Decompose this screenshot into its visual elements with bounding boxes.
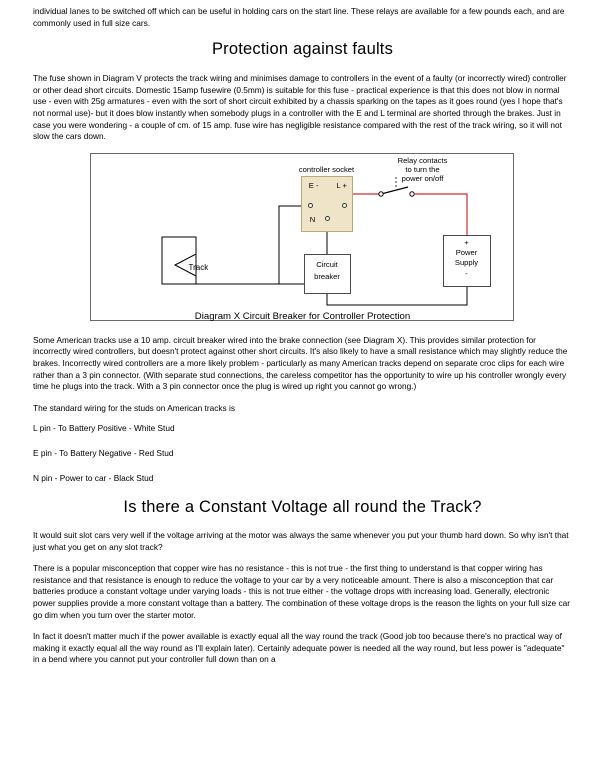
diagram-terminal-n-label: N	[309, 214, 316, 224]
diagram-terminal-n-dot	[325, 216, 330, 221]
diagram-circuit-breaker-line1: Circuit	[316, 259, 338, 269]
diagram-psu-line1: Power	[455, 247, 478, 257]
diagram-relay-label-line3: power on/off	[401, 173, 444, 183]
paragraph-fuse: The fuse shown in Diagram V protects the track wiring and minimises damage to controllers in the event of a faulty (or incorrectly wired) controller or other dead short circuits. Domestic 15amp fusewire (0.5mm) is suitable for this fuse - practical experience is that this does not blow in normal use - even with 25g armatures - even with the sort of short circuit exhibited by a chassis sparking on the tapes as it goes round (yes I hope that's not normal use)- but it does blow instantly when somebody plugs in a controller with the E and L terminal are shorted through the brakes. Just in case you were wondering - a couple of cm. of 15 amp. fuse wire has negligible resistance compared with the rest of the track wiring, so it will not slow the cars down.	[33, 73, 567, 142]
paragraph-standard-wiring: The standard wiring for the studs on American tracks is	[33, 402, 235, 413]
paragraph-intro: individual lanes to be switched off which can be useful in holding cars on the start line. These relays are available for a few pounds each, and are commonly used in full size cars.	[33, 6, 565, 28]
stud-wiring-l: L pin - To Battery Positive - White Stud	[33, 423, 175, 434]
diagram-psu-plus: +	[464, 237, 469, 247]
diagram-x-circuit-breaker	[63, 153, 543, 328]
diagram-socket-label: controller socket	[298, 164, 355, 174]
diagram-terminal-l-dot	[342, 203, 347, 208]
diagram-relay-label-line2: to turn the	[405, 164, 440, 174]
diagram-terminal-e-label: E -	[308, 180, 319, 190]
paragraph-misconception: There is a popular misconception that copper wire has no resistance - this is not true - the first thing to understand is that copper wiring has resistance and that resistance is enough to reduce the voltage to your car by a very noticeable amount. There is also a misconception that car batteries produce a constant voltage under varying loads - this is not true either - the voltage drops with increasing load. Generally, electronic power supplies provide a more constant voltage than a battery. The combination of these voltage drops is the reason the lights on your full size car go dim when you turn over the starter motor.	[33, 563, 570, 620]
stud-wiring-e: E pin - To Battery Negative - Red Stud	[33, 447, 174, 458]
paragraph-suit-slot-cars: It would suit slot cars very well if the voltage arriving at the motor was always the same whenever you put your thumb hard down. So why isn't that just what you get on any slot track?	[33, 530, 569, 552]
diagram-circuit-breaker-line2: breaker	[314, 271, 340, 281]
paragraph-american-tracks: Some American tracks use a 10 amp. circuit breaker wired into the brake connection (see Diagram X). This provides similar protection for incorrectly wired controllers, but doesn't protect against other short circuits. It's also likely to have a small resistance which may slightly reduce the brakes. Incorrectly wired controllers are a more likely problem - particularly as many American tracks depend on separate croc clips for each wire rather than a 3 pin connector. (With separate stud connections, the careless competitor has the opportunity to wire up his controller wrongly every time he plugs into the track. With a 3 pin connector once the plug is wired up right you cannot go wrong.)	[33, 334, 568, 392]
diagram-caption: Diagram X Circuit Breaker for Controller Protection	[194, 310, 411, 322]
diagram-psu-minus: -	[465, 268, 468, 278]
diagram-relay-label-line1: Relay contacts	[397, 155, 448, 165]
diagram-terminal-e-dot	[308, 203, 313, 208]
diagram-track-label: Track	[188, 262, 209, 272]
heading-constant-voltage: Is there a Constant Voltage all round the Track?	[123, 498, 482, 517]
paragraph-in-fact: In fact it doesn't matter much if the power available is exactly equal all the way round the track (Good job too because there's no practical way of making it exactly equal all the way round as I'll explain later). Certainly adequate power is needed all the way round, but less power is "adequate" in a bend where you cannot put your controller full down than on a	[33, 631, 565, 665]
diagram-psu-line2: Supply	[454, 257, 479, 267]
heading-protection-against-faults: Protection against faults	[211, 40, 394, 59]
diagram-terminal-l-label: L +	[336, 180, 347, 190]
stud-wiring-n: N pin - Power to car - Black Stud	[33, 472, 154, 483]
